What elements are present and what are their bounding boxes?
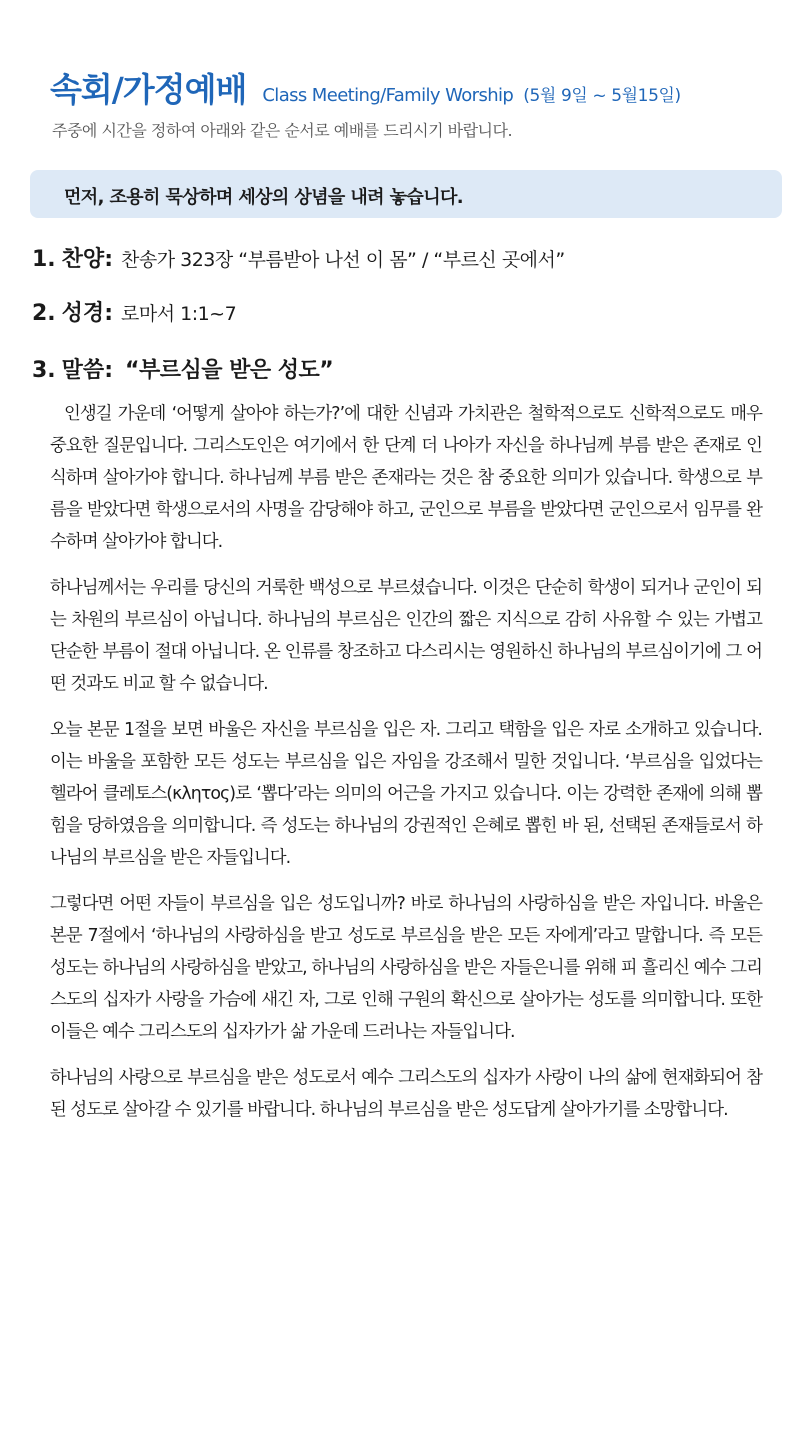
order-label: 말씀 (61, 358, 105, 383)
order-content: 로마서 1:1~7 (121, 303, 237, 325)
order-item-sermon (32, 353, 333, 384)
order-colon: : (104, 247, 113, 272)
order-label: 찬양 (61, 247, 105, 272)
order-number: 1. (32, 247, 56, 272)
sermon-paragraph: 하나님의 사랑으로 부르심을 받은 성도로서 예수 그리스도의 십자가 사랑이 나의 삶에 현재화되어 참된 성도로 살아갈 수 있기를 바랍니다. 하나님의 부르심을 받은 성도답게 살아가기를 소망합니다. (50, 1068, 762, 1120)
order-colon: : (104, 358, 113, 383)
order-number: 2. (32, 301, 56, 326)
sermon-paragraph: 인생길 가운데 ‘어떻게 살아야 하는가?’에 대한 신념과 가치관은 철학적으로도 신학적으로도 매우 중요한 질문입니다. 그리스도인은 여기에서 한 단계 더 나아가 자신을 하나님께 부름 받은 존재로 인식하며 살아가야 합니다. 하나님께 부름 받은 존재라는 것은 참 중요한 의미가 있습니다. 학생으로 부름을 받았다면 학생으로서의 사명을 감당해야 하고, 군인으로 부름을 받았다면 군인으로서 임무를 완수하며 살아가야 합니다. (50, 404, 762, 552)
meditation-banner-text: 먼저, 조용히 묵상하며 세상의 상념을 내려 놓습니다. (64, 187, 464, 208)
sermon-paragraph: 오늘 본문 1절을 보면 바울은 자신을 부르심을 입은 자. 그리고 택함을 입은 자로 소개하고 있습니다. 이는 바울을 포함한 모든 성도는 부르심을 입은 자임을 강조해서 밀한 것입니다. ‘부르심을 입었다는 헬라어 클레토스(κλητος)로 ‘뽑다’라는 의미의 어근을 가지고 있습니다. 이는 강력한 존재에 의해 뽑힘을 당하였음을 의미합니다. 즉 성도는 하나님의 강권적인 은혜로 뽑힌 바 된, 선택된 존재들로서 하나님의 부르심을 받은 자들입니다. (50, 720, 762, 868)
meditation-banner (30, 170, 782, 218)
order-item-scripture (32, 296, 236, 327)
sermon-paragraph: 하나님께서는 우리를 당신의 거룩한 백성으로 부르셨습니다. 이것은 단순히 학생이 되거나 군인이 되는 차원의 부르심이 아닙니다. 하나님의 부르심은 인간의 짧은 지식으로 감히 사유할 수 있는 가볍고 단순한 부름이 절대 아닙니다. 온 인류를 창조하고 다스리시는 영원하신 하나님의 부르심이기에 그 어떤 것과도 비교 할 수 없습니다. (50, 578, 762, 694)
sermon-body (50, 398, 762, 1140)
page-title: 속회/가정예배 (50, 70, 247, 109)
sermon-title: “부르심을 받은 성도” (125, 358, 334, 383)
order-number: 3. (32, 358, 56, 383)
order-content: 찬송가 323장 “부름받아 나선 이 몸” / “부르신 곳에서” (121, 249, 565, 271)
page-subtitle: 주중에 시간을 정하여 아래와 같은 순서로 예배를 드리시기 바랍니다. (52, 121, 513, 140)
order-label: 성경 (61, 301, 105, 326)
page-header (50, 64, 681, 111)
date-range: (5월 9일 ~ 5월15일) (523, 86, 681, 106)
order-colon: : (104, 301, 113, 326)
order-item-hymn (32, 242, 565, 273)
page-title-english: Class Meeting/Family Worship (262, 85, 514, 106)
sermon-paragraph: 그렇다면 어떤 자들이 부르심을 입은 성도입니까? 바로 하나님의 사랑하심을 받은 자입니다. 바울은 본문 7절에서 ‘하나님의 사랑하심을 받고 성도로 부르심을 받은 모든 자에게’라고 말합니다. 즉 모든 성도는 하나님의 사랑하심을 받았고, 하나님의 사랑하심을 받은 자들은니를 위해 피 흘리신 예수 그리스도의 십자가 사랑을 가슴에 새긴 자, 그로 인해 구원의 확신으로 살아가는 성도를 의미합니다. 또한 이들은 예수 그리스도의 십자가가 삶 가운데 드러나는 자들입니다. (50, 894, 762, 1042)
